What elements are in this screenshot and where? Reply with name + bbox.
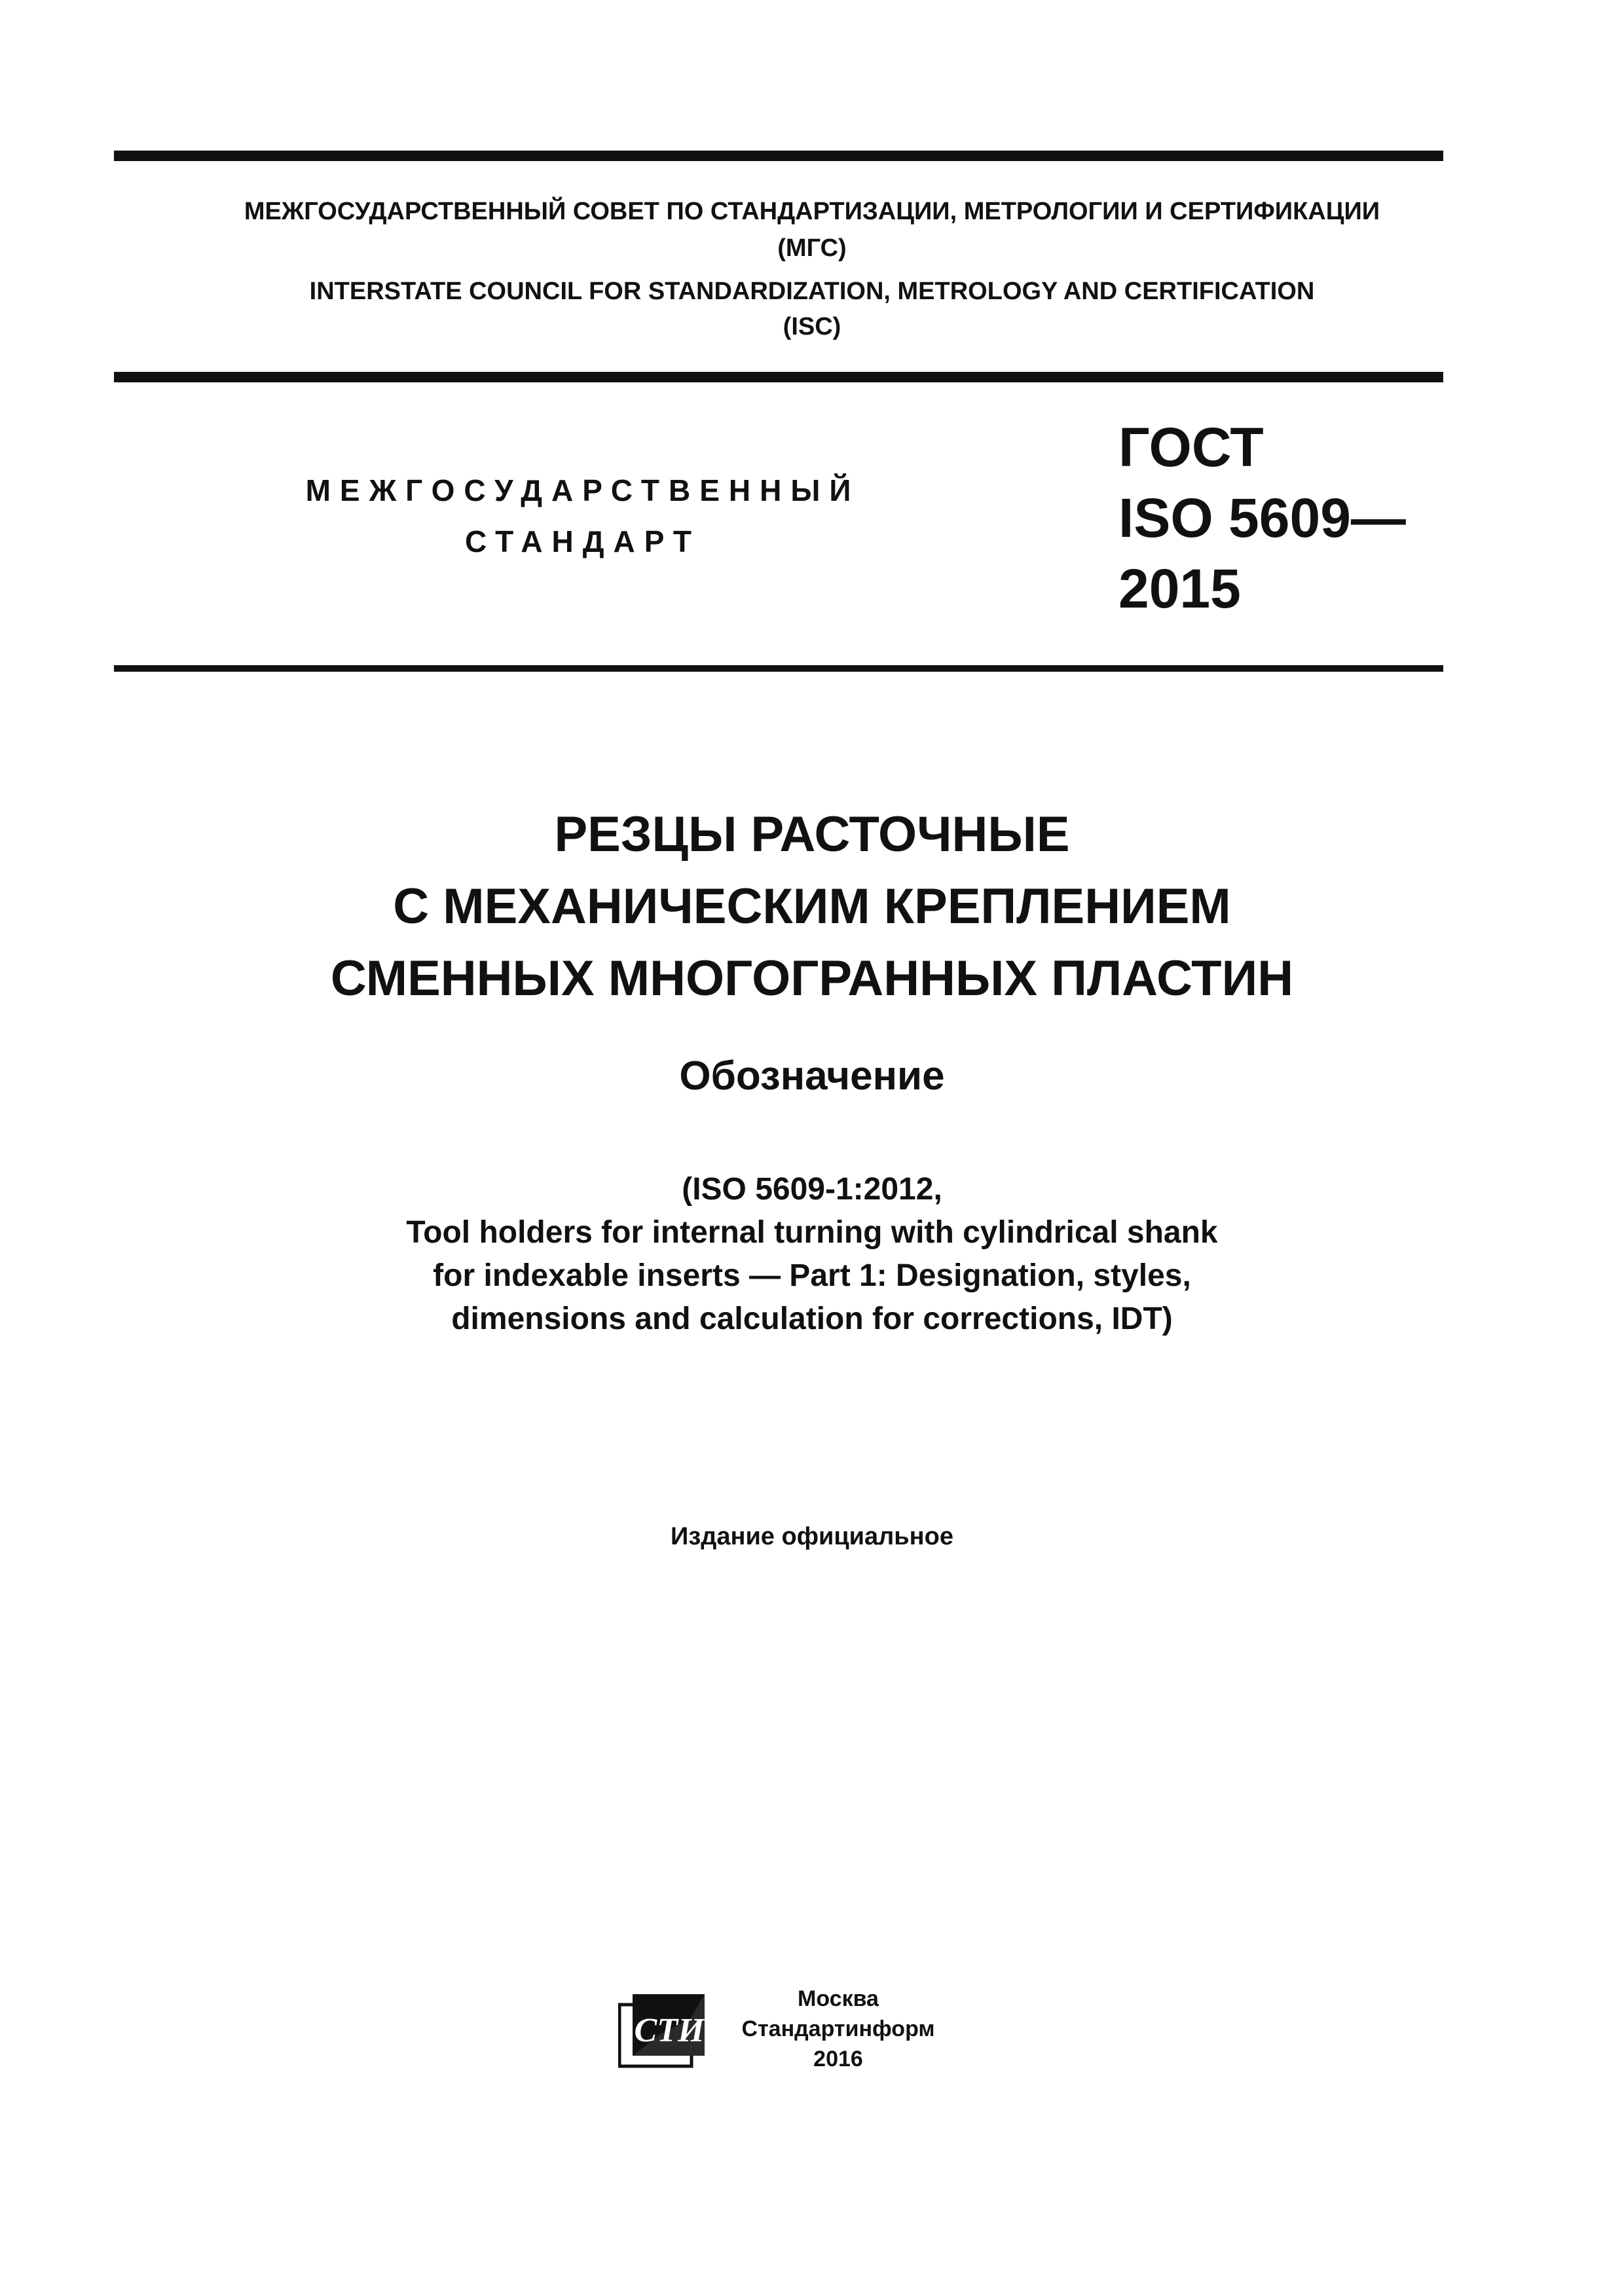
gost-code-line2: ISO 5609— bbox=[1118, 487, 1406, 549]
official-edition: Издание официальное bbox=[671, 1523, 953, 1550]
document-title-line3: СМЕННЫХ МНОГОГРАННЫХ ПЛАСТИН bbox=[330, 951, 1294, 1006]
iso-reference-line4: dimensions and calculation for corrections, IDT) bbox=[451, 1302, 1173, 1336]
council-en-abbr: (ISC) bbox=[783, 313, 841, 340]
standartinform-logo-icon bbox=[618, 1993, 707, 2068]
publisher-city: Москва bbox=[798, 1986, 879, 2011]
header-rule bbox=[114, 372, 1443, 382]
document-subtitle: Обозначение bbox=[679, 1053, 945, 1099]
publisher-name: Стандартинформ bbox=[741, 2016, 935, 2041]
document-title-line1: РЕЗЦЫ РАСТОЧНЫЕ bbox=[554, 807, 1070, 862]
gost-code-line3: 2015 bbox=[1118, 558, 1241, 619]
standard-rule bbox=[114, 665, 1443, 672]
publisher-year: 2016 bbox=[813, 2047, 863, 2071]
council-ru: МЕЖГОСУДАРСТВЕННЫЙ СОВЕТ ПО СТАНДАРТИЗАЦИИ, МЕТРОЛОГИИ И СЕРТИФИКАЦИИ bbox=[244, 198, 1380, 225]
council-ru-abbr: (МГС) bbox=[777, 234, 847, 262]
iso-reference-line3: for indexable inserts — Part 1: Designation, styles, bbox=[433, 1258, 1191, 1293]
gost-code-line1: ГОСТ bbox=[1118, 416, 1264, 478]
document-title-line2: С МЕХАНИЧЕСКИМ КРЕПЛЕНИЕМ bbox=[393, 879, 1231, 934]
standard-label-line2: СТАНДАРТ bbox=[465, 524, 701, 558]
svg-text:СТИ: СТИ bbox=[634, 2012, 705, 2049]
standard-label-line1: МЕЖГОСУДАРСТВЕННЫЙ bbox=[305, 473, 860, 507]
top-rule bbox=[114, 151, 1443, 161]
iso-reference-line1: (ISO 5609-1:2012, bbox=[682, 1172, 942, 1207]
iso-reference-line2: Tool holders for internal turning with cylindrical shank bbox=[406, 1215, 1218, 1250]
council-en: INTERSTATE COUNCIL FOR STANDARDIZATION, METROLOGY AND CERTIFICATION bbox=[309, 278, 1315, 305]
